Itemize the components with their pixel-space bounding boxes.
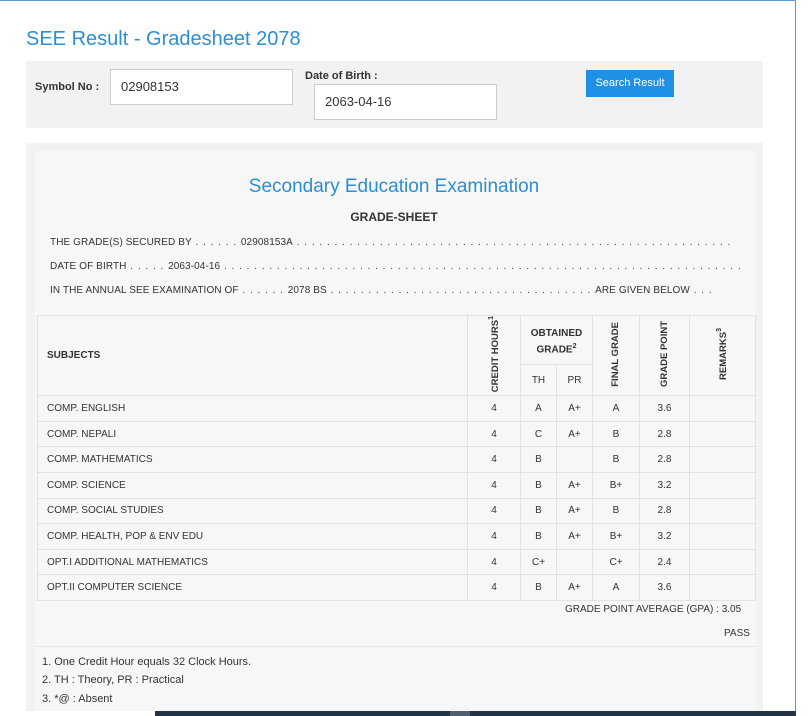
credit-cell: 4 [468,447,521,473]
info-line-secured-by: THE GRADE(S) SECURED BY . . . . . . 02908153A . . . . . . . . . . . . . . . . . . . . . . . . . . . . . . . . . . . . . . . . . . . . . . . . . . . . . . . . . . [50,237,732,248]
remarks-cell [690,524,756,550]
grade-table [37,315,756,601]
practical-grade-cell: A+ [557,575,593,601]
practical-grade-cell: A+ [557,524,593,550]
exam-title: Secondary Education Examination [248,176,540,197]
credit-cell: 4 [468,498,521,524]
theory-grade-cell: B [521,447,557,473]
subject-cell: COMP. SOCIAL STUDIES [38,498,468,524]
subject-cell: OPT.I ADDITIONAL MATHEMATICS [38,549,468,575]
table-row [38,473,756,499]
practical-grade-cell: A+ [557,473,593,499]
theory-header: TH [521,364,557,395]
final-grade-cell: A [593,396,640,422]
final-grade-cell: B+ [593,524,640,550]
obtained-grade-header: OBTAINED GRADE$^2$ [521,316,593,365]
final-grade-cell: B [593,498,640,524]
credit-cell: 4 [468,524,521,550]
grade-point-cell: 3.6 [640,575,690,601]
info-line-dob: DATE OF BIRTH . . . . . 2063-04-16 . . . . . . . . . . . . . . . . . . . . . . . . . . . . . . . . . . . . . . . . . . . . . . . . . . . . . . . . . . . . . . . . . . . . . [50,261,742,272]
note-credit-hour: 1. One Credit Hour equals 32 Clock Hours. [42,656,252,668]
credit-cell: 4 [468,396,521,422]
remarks-cell [690,473,756,499]
remarks-cell [690,575,756,601]
credit-cell: 4 [468,575,521,601]
practical-grade-cell: A+ [557,396,593,422]
subject-cell: OPT.II COMPUTER SCIENCE [38,575,468,601]
final-grade-cell: A [593,575,640,601]
remarks-cell [690,421,756,447]
final-grade-cell: B [593,447,640,473]
note-absent: 3. *@ : Absent [42,693,113,705]
theory-grade-cell: C [521,421,557,447]
symbol-input[interactable]: 02908153 [110,69,293,105]
subject-cell: COMP. SCIENCE [38,473,468,499]
search-panel [26,61,763,128]
grade-point-cell: 2.4 [640,549,690,575]
grade-point-cell: 2.8 [640,447,690,473]
secured-by-label: THE GRADE(S) SECURED BY [50,237,192,248]
final-grade-cell: B+ [593,473,640,499]
subject-cell: COMP. NEPALI [38,421,468,447]
remarks-cell [690,396,756,422]
grade-point-cell: 2.8 [640,498,690,524]
practical-grade-cell [557,447,593,473]
table-row [38,549,756,575]
theory-grade-cell: B [521,498,557,524]
exam-line-label: IN THE ANNUAL SEE EXAMINATION OF [50,285,239,296]
final-grade-cell: C+ [593,549,640,575]
scrollbar-track[interactable] [796,0,810,716]
remarks-cell [690,549,756,575]
theory-grade-cell: B [521,575,557,601]
remarks-header: REMARKS$^3$ [690,316,756,396]
subject-cell: COMP. MATHEMATICS [38,447,468,473]
search-result-button[interactable]: Search Result [586,70,674,97]
dob-line-label: DATE OF BIRTH [50,261,127,272]
practical-header: PR [557,364,593,395]
credit-cell: 4 [468,549,521,575]
table-row [38,396,756,422]
practical-grade-cell: A+ [557,498,593,524]
top-border [0,0,796,1]
exam-year-value: 2078 BS [287,285,327,296]
dob-line-value: 2063-04-16 [168,261,221,272]
credit-hours-header: CREDIT HOURS$^1$ [468,316,521,396]
notes-divider [35,646,756,647]
exam-line-suffix: ARE GIVEN BELOW [595,285,690,296]
subject-cell: COMP. ENGLISH [38,396,468,422]
symbol-number-value: 02908153A [240,237,293,248]
note-th-pr: 2. TH : Theory, PR : Practical [42,674,184,686]
table-row [38,524,756,550]
practical-grade-cell: A+ [557,421,593,447]
table-row [38,575,756,601]
grade-point-header: GRADE POINT [640,316,690,396]
grade-point-cell: 3.6 [640,396,690,422]
gpa-text: GRADE POINT AVERAGE (GPA) : 3.05 [565,604,742,615]
final-grade-header: FINAL GRADE [593,316,640,396]
page-title: SEE Result - Gradesheet 2078 [26,28,301,50]
grade-point-cell: 3.2 [640,524,690,550]
final-grade-cell: B [593,421,640,447]
theory-grade-cell: B [521,524,557,550]
table-row [38,447,756,473]
remarks-cell [690,447,756,473]
theory-grade-cell: A [521,396,557,422]
dob-input[interactable]: 2063-04-16 [314,84,497,120]
subject-cell: COMP. HEALTH, POP & ENV EDU [38,524,468,550]
grade-point-cell: 3.2 [640,473,690,499]
remarks-cell [690,498,756,524]
taskbar-strip [0,711,810,716]
theory-grade-cell: B [521,473,557,499]
theory-grade-cell: C+ [521,549,557,575]
info-line-exam: IN THE ANNUAL SEE EXAMINATION OF . . . . . . 2078 BS . . . . . . . . . . . . . . . . . . . . . . . . . . . . . . . . . . . ARE GIVEN BELOW . . . [50,285,713,296]
grade-point-cell: 2.8 [640,421,690,447]
dob-label: Date of Birth : [305,70,378,82]
credit-cell: 4 [468,473,521,499]
result-status: PASS [724,628,750,639]
practical-grade-cell [557,549,593,575]
table-row [38,498,756,524]
table-row [38,421,756,447]
subjects-header: SUBJECTS [38,316,468,396]
credit-cell: 4 [468,421,521,447]
symbol-label: Symbol No : [35,81,100,93]
gradesheet-title: GRADE-SHEET [350,210,438,224]
